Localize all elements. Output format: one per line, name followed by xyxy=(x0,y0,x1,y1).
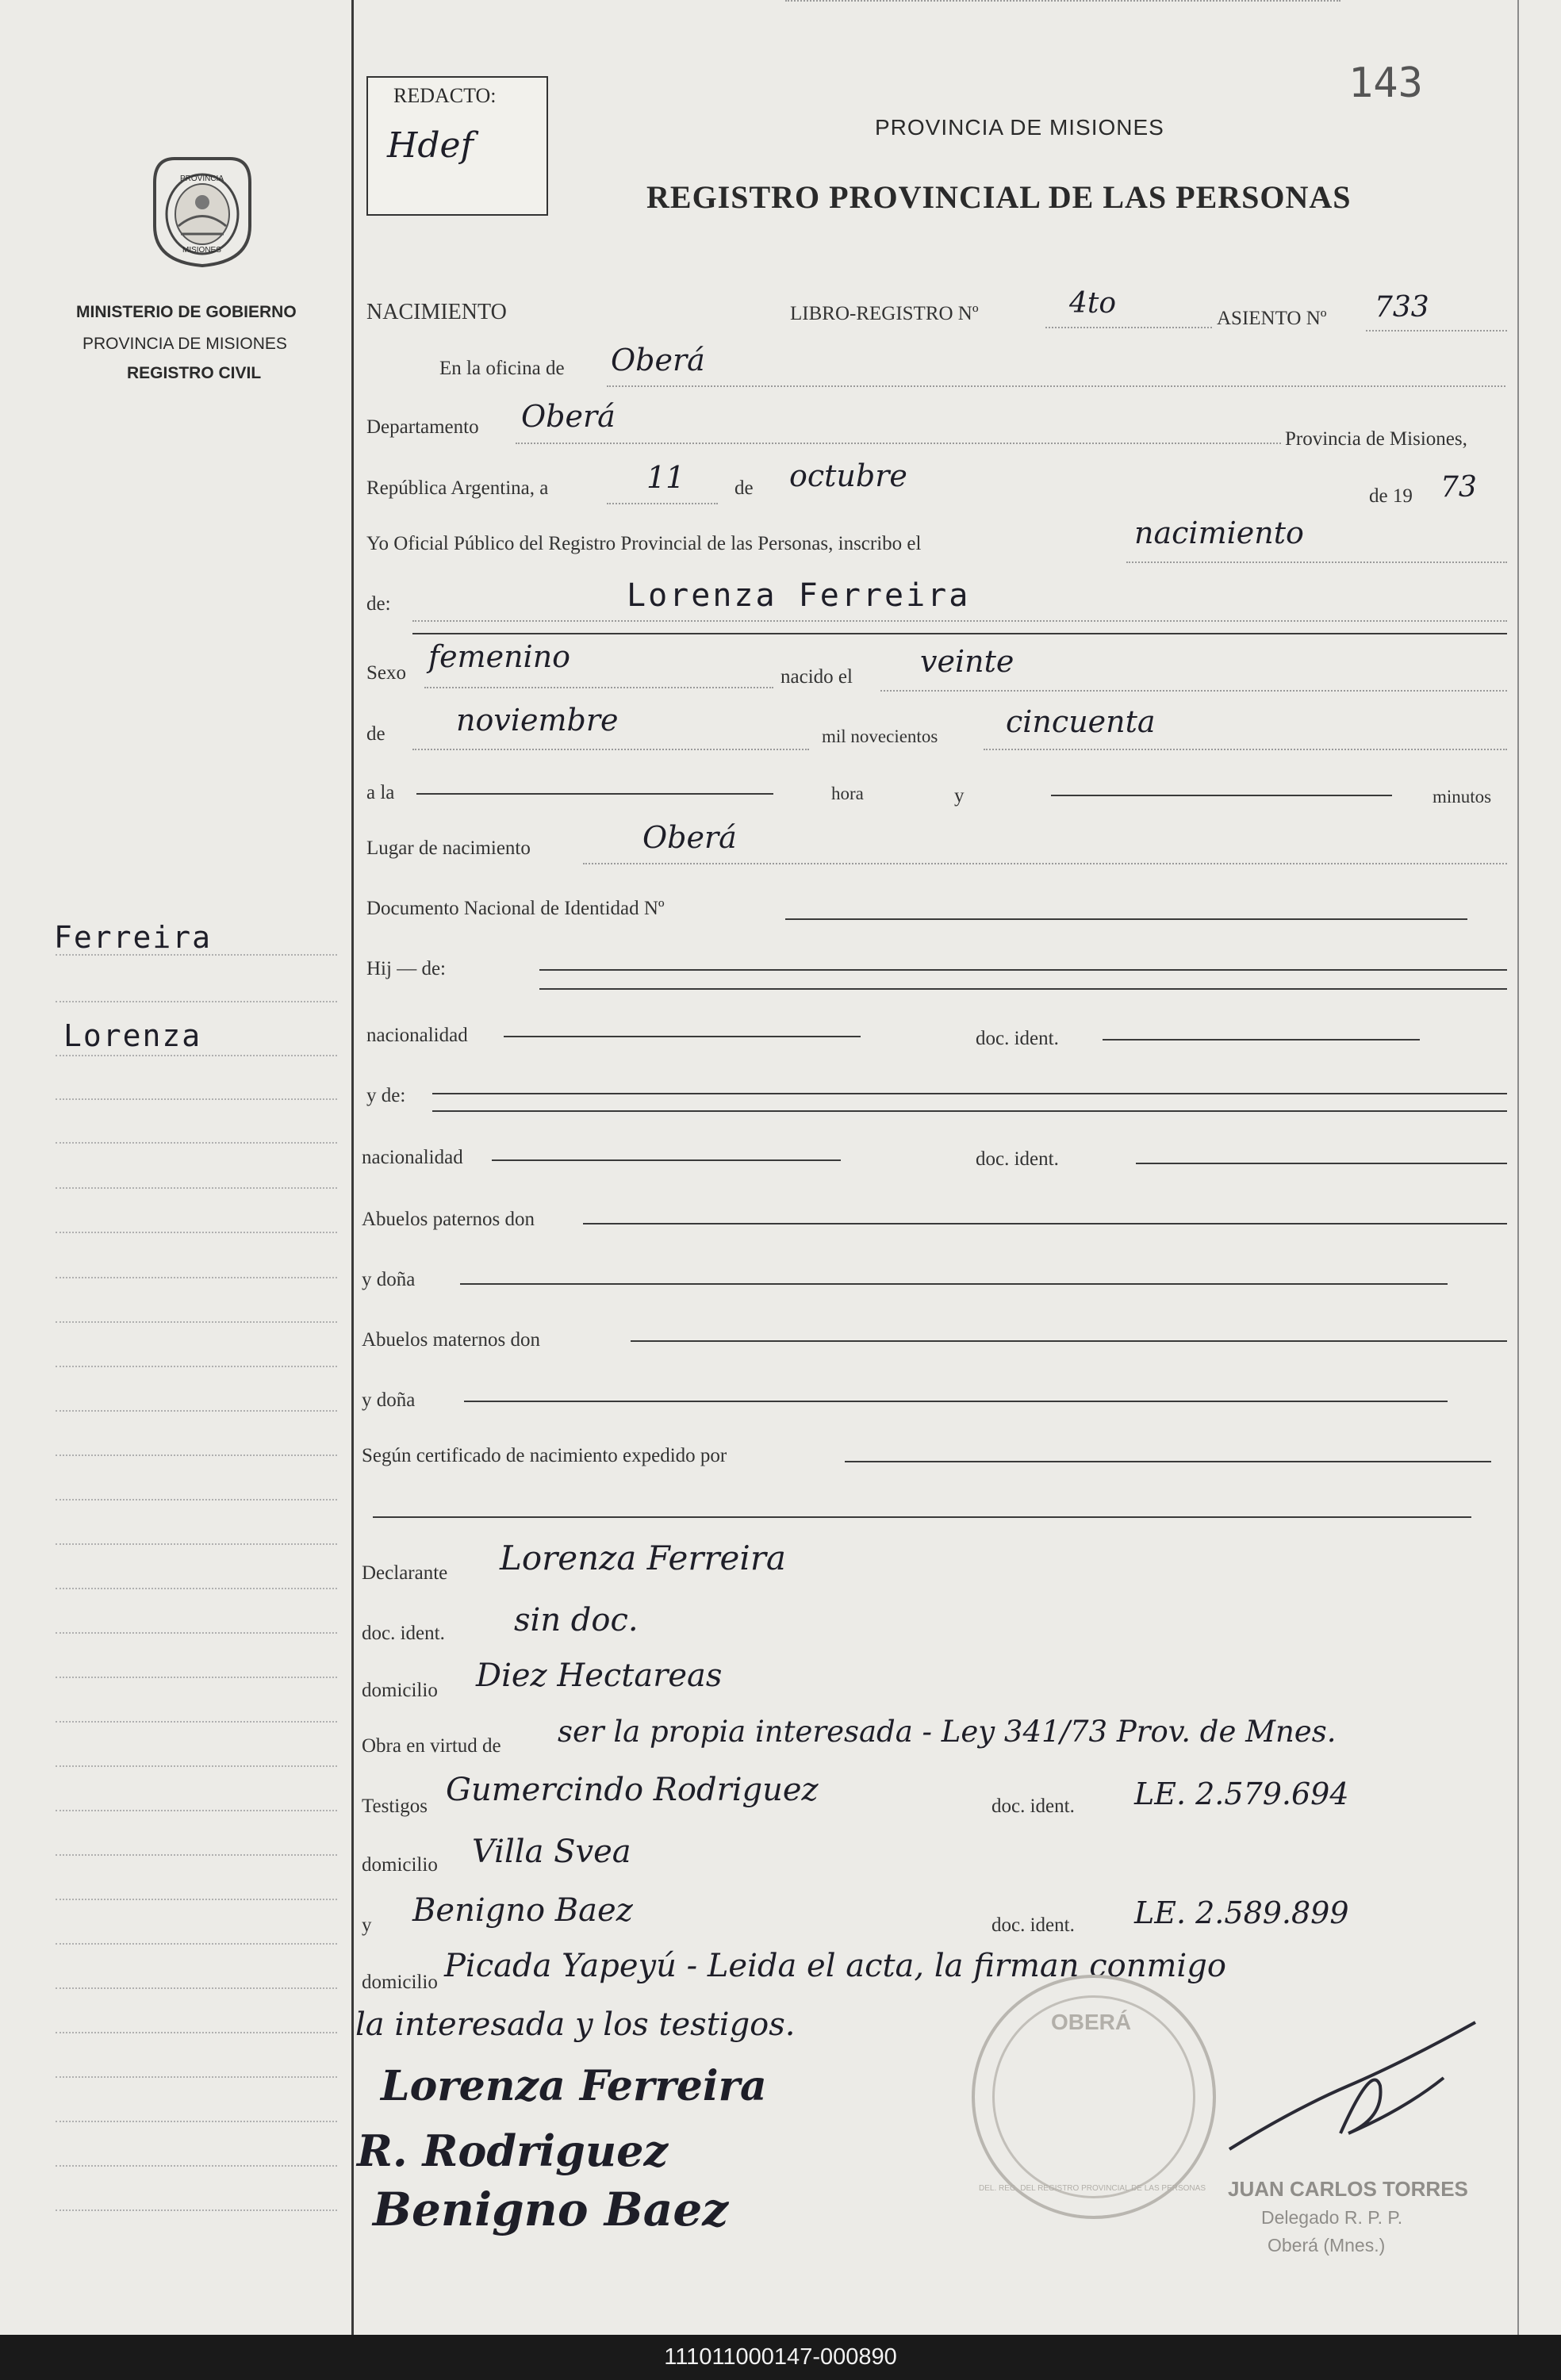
margin-line xyxy=(56,1765,337,1767)
libro-label: LIBRO-REGISTRO Nº xyxy=(790,303,979,324)
hora-label: hora xyxy=(831,784,864,803)
margin-line xyxy=(56,1098,337,1100)
y-de-line-2 xyxy=(432,1110,1507,1112)
margin-line xyxy=(56,1232,337,1233)
y-dona2-line xyxy=(464,1401,1448,1402)
abuelos-maternos-label: Abuelos maternos don xyxy=(362,1329,540,1351)
year2-value: cincuenta xyxy=(1006,704,1156,739)
margin-line xyxy=(56,2032,337,2033)
y-label: y xyxy=(954,785,965,807)
year-label: de 19 xyxy=(1369,485,1413,507)
testigo1-domicilio-value: Villa Svea xyxy=(472,1834,631,1870)
margin-line xyxy=(56,1366,337,1367)
minutos-label: minutos xyxy=(1433,787,1492,807)
margin-line xyxy=(56,1677,337,1678)
obra-value: ser la propia interesada - Ley 341/73 Prov. de Mnes. xyxy=(558,1715,1337,1749)
margin-line xyxy=(56,1187,337,1189)
ministry-line3: REGISTRO CIVIL xyxy=(127,364,262,382)
oficina-value: Oberá xyxy=(611,343,705,378)
nacionalidad-line xyxy=(504,1036,861,1037)
page-number: 143 xyxy=(1348,59,1423,107)
nacimiento-label: NACIMIENTO xyxy=(366,300,507,324)
y-de-label: y de: xyxy=(366,1085,406,1106)
nacionalidad2-line xyxy=(492,1159,841,1161)
closing-line1: Picada Yapeyú - Leida el acta, la firman conmigo xyxy=(444,1948,1226,1984)
margin-line xyxy=(56,1499,337,1500)
minutos-line xyxy=(1051,795,1392,796)
departamento-label: Departamento xyxy=(366,416,479,438)
header-title: REGISTRO PROVINCIAL DE LAS PERSONAS xyxy=(646,179,1352,215)
domicilio-label: domicilio xyxy=(362,1680,438,1701)
nacido-label: nacido el xyxy=(780,666,853,688)
margin-line-right xyxy=(1517,0,1519,2335)
declarante-label: Declarante xyxy=(362,1562,448,1584)
month-line xyxy=(785,0,1340,2)
doc-ident4-label: doc. ident. xyxy=(991,1796,1075,1817)
y2-label: y xyxy=(362,1914,372,1936)
closing-line2: la interesada y los testigos. xyxy=(355,2006,796,2043)
margin-line xyxy=(56,2209,337,2211)
documento-label: Documento Nacional de Identidad Nº xyxy=(366,898,665,919)
nacionalidad-label: nacionalidad xyxy=(366,1025,468,1046)
stamp-center-text: OBERÁ xyxy=(1051,2010,1132,2034)
year2-line xyxy=(984,749,1507,750)
ministry-line1: MINISTERIO DE GOBIERNO xyxy=(76,303,297,321)
margin-line xyxy=(56,1142,337,1144)
name-value: Lorenza Ferreira xyxy=(627,577,971,614)
oficina-line xyxy=(607,385,1505,387)
segun-line-2 xyxy=(373,1516,1471,1518)
abuelos-paternos-label: Abuelos paternos don xyxy=(362,1209,535,1230)
margin-line xyxy=(56,1001,337,1002)
testigos-label: Testigos xyxy=(362,1796,428,1817)
doc-ident-line xyxy=(1103,1039,1420,1041)
margin-line xyxy=(56,2076,337,2078)
obra-label: Obra en virtud de xyxy=(362,1735,501,1757)
inscribo-line xyxy=(1126,561,1507,563)
margin-line xyxy=(56,1854,337,1856)
lugar-line xyxy=(583,863,1507,864)
sexo-line xyxy=(424,687,773,688)
segun-label: Según certificado de nacimiento expedido por xyxy=(362,1445,727,1466)
official-signature xyxy=(1222,2014,1483,2157)
doc-ident3-label: doc. ident. xyxy=(362,1623,445,1644)
stamp-ring-text: DEL. REG. DEL REGISTRO PROVINCIAL DE LAS PERSONAS xyxy=(978,2184,1206,2193)
provincia-label: Provincia de Misiones, xyxy=(1285,428,1467,450)
margin-line xyxy=(56,954,337,956)
name-underline xyxy=(412,633,1507,634)
redacto-value: Hdef xyxy=(387,125,474,166)
margin-line xyxy=(56,1987,337,1989)
doc-ident2-label: doc. ident. xyxy=(976,1148,1059,1170)
signature-testigo1: R. Rodriguez xyxy=(357,2125,669,2176)
margin-line xyxy=(56,1899,337,1900)
coat-of-arms-seal xyxy=(143,151,262,270)
margin-line xyxy=(56,1943,337,1945)
declarante-doc-value: sin doc. xyxy=(514,1602,639,1638)
round-stamp xyxy=(972,1975,1216,2219)
testigo1-value: Gumercindo Rodriguez xyxy=(446,1772,819,1808)
margin-line xyxy=(56,1410,337,1412)
margin-line xyxy=(56,1321,337,1323)
day-value: 11 xyxy=(646,460,685,495)
hora-line xyxy=(416,793,773,795)
seal-bottom-text: MISIONES xyxy=(182,246,221,255)
abuelos-maternos-line xyxy=(631,1340,1507,1342)
libro-value: 4to xyxy=(1069,287,1117,320)
seal-top-text: PROVINCIA xyxy=(180,174,224,183)
name-line xyxy=(412,620,1507,622)
abuelos-paternos-line xyxy=(583,1223,1507,1224)
official-place: Oberá (Mnes.) xyxy=(1268,2235,1386,2255)
lugar-label: Lugar de nacimiento xyxy=(366,837,531,859)
y-de-line xyxy=(432,1093,1507,1094)
declarante-value: Lorenza Ferreira xyxy=(500,1539,786,1577)
margin-line xyxy=(56,1632,337,1634)
nacido-line xyxy=(880,690,1507,692)
testigo2-doc-value: LE. 2.589.899 xyxy=(1134,1895,1349,1930)
inscribo-value: nacimiento xyxy=(1134,515,1304,550)
header-province: PROVINCIA DE MISIONES xyxy=(875,115,1164,140)
signature-declarante: Lorenza Ferreira xyxy=(381,2062,767,2110)
nacido-value: veinte xyxy=(920,644,1014,679)
lugar-value: Oberá xyxy=(642,820,737,855)
departamento-value: Oberá xyxy=(521,399,616,434)
year-value: 73 xyxy=(1440,471,1477,504)
segun-line xyxy=(845,1461,1491,1462)
margin-line xyxy=(56,1721,337,1723)
testigo1-doc-value: LE. 2.579.694 xyxy=(1134,1776,1349,1811)
margin-line xyxy=(56,1543,337,1545)
oficina-label: En la oficina de xyxy=(439,358,565,379)
day-line xyxy=(607,503,718,504)
margin-line-left xyxy=(351,0,354,2335)
nacionalidad2-label: nacionalidad xyxy=(362,1147,463,1168)
name-de-label: de: xyxy=(366,593,391,615)
y-dona-label: y doña xyxy=(362,1269,416,1290)
doc-ident5-label: doc. ident. xyxy=(991,1914,1075,1936)
month-de-label: de xyxy=(734,477,754,499)
yo-oficial-label: Yo Oficial Público del Registro Provincial de las Personas, inscribo el xyxy=(366,533,922,554)
asiento-value: 733 xyxy=(1375,291,1429,324)
republica-label: República Argentina, a xyxy=(366,477,549,499)
margin-line xyxy=(56,2121,337,2122)
month2-value: noviembre xyxy=(456,703,619,738)
margin-line xyxy=(56,1055,337,1056)
asiento-label: ASIENTO Nº xyxy=(1217,308,1327,329)
doc-ident2-line xyxy=(1136,1163,1507,1164)
official-role: Delegado R. P. P. xyxy=(1261,2207,1403,2228)
departamento-line xyxy=(516,443,1281,444)
margin-line xyxy=(56,1588,337,1589)
libro-line xyxy=(1045,327,1212,328)
ministry-line2: PROVINCIA DE MISIONES xyxy=(82,335,287,353)
domicilio2-label: domicilio xyxy=(362,1854,438,1876)
domicilio3-label: domicilio xyxy=(362,1972,438,1993)
margin-line xyxy=(56,1454,337,1456)
documento-line xyxy=(785,918,1467,920)
month-value: octubre xyxy=(789,458,907,493)
margin-surname: Ferreira xyxy=(54,920,213,955)
signature-testigo2: Benigno Baez xyxy=(373,2183,729,2236)
testigo2-value: Benigno Baez xyxy=(412,1892,633,1929)
redacto-label: REDACTO: xyxy=(393,84,497,107)
month2-line xyxy=(412,749,809,750)
y-dona2-label: y doña xyxy=(362,1389,416,1411)
margin-line xyxy=(56,1277,337,1278)
doc-ident-label: doc. ident. xyxy=(976,1028,1059,1049)
month2-de-label: de xyxy=(366,723,385,745)
sexo-value: femenino xyxy=(428,639,571,674)
asiento-line xyxy=(1366,330,1507,332)
sexo-label: Sexo xyxy=(366,662,406,684)
redacto-box xyxy=(366,76,548,216)
hij-line-2 xyxy=(539,988,1507,990)
margin-line xyxy=(56,1810,337,1811)
margin-given-name: Lorenza xyxy=(63,1018,202,1053)
margin-line xyxy=(56,2165,337,2167)
domicilio-value: Diez Hectareas xyxy=(476,1658,723,1694)
mil-novecientos-label: mil novecientos xyxy=(822,726,938,746)
y-dona-line xyxy=(460,1283,1448,1285)
a-la-label: a la xyxy=(366,782,395,803)
hij-line xyxy=(539,969,1507,971)
footer-id: 111011000147-000890 xyxy=(0,2335,1561,2380)
hij-label: Hij — de: xyxy=(366,958,446,979)
official-name: JUAN CARLOS TORRES xyxy=(1228,2177,1468,2201)
